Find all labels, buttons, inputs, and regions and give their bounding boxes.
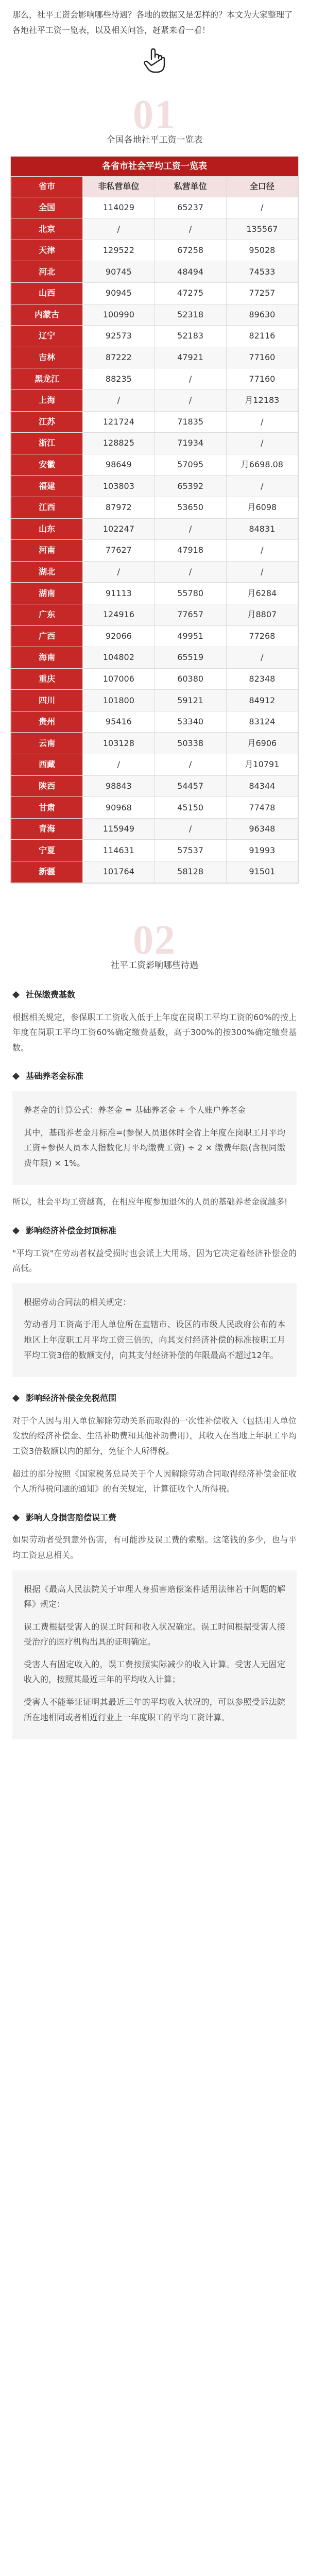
heading-injury [12, 1510, 297, 1526]
value-cell: 74533 [226, 261, 298, 283]
column-header: 全口径 [226, 176, 298, 197]
table-row [11, 218, 298, 240]
diamond-icon [12, 1395, 20, 1402]
value-cell: 59121 [154, 690, 226, 711]
province-cell: 广西 [11, 625, 83, 647]
province-cell: 辽宁 [11, 326, 83, 347]
quote-text: 养老金的计算公式：养老金 = 基础养老金 + 个人账户养老金 [24, 1105, 246, 1115]
value-cell: 50338 [154, 733, 226, 754]
value-cell: 65519 [154, 647, 226, 669]
value-cell: 121724 [83, 411, 154, 433]
table-row [11, 326, 298, 347]
table-title: 各省市社会平均工资一览表 [11, 157, 298, 176]
table-row [11, 840, 298, 861]
column-header: 省市 [11, 176, 83, 197]
value-cell: 124916 [83, 604, 154, 625]
table-row [11, 604, 298, 625]
salary-table [10, 156, 299, 884]
paragraph: 如果劳动者受到意外伤害，有可能涉及误工费的索赔。这笔钱的多少，也与平均工资息息相关。 [12, 1535, 297, 1560]
value-cell: 98843 [83, 775, 154, 797]
diamond-icon [12, 1227, 20, 1234]
salary-data-table [11, 176, 298, 883]
province-cell: 湖南 [11, 583, 83, 604]
table-row [11, 454, 298, 476]
value-cell: 71934 [154, 433, 226, 454]
pointing-hand-icon [143, 48, 166, 74]
province-cell: 浙江 [11, 433, 83, 454]
section-title: 全国各地社平工资一览表 [106, 135, 203, 146]
table-row [11, 561, 298, 583]
heading-text: 影响经济补偿金封顶标准 [26, 1226, 117, 1235]
province-cell: 云南 [11, 733, 83, 754]
province-cell: 福建 [11, 476, 83, 497]
quote-block [12, 1283, 297, 1377]
table-row [11, 476, 298, 497]
value-cell: 90968 [83, 797, 154, 819]
value-cell: 84912 [226, 690, 298, 711]
quote-text: 根据《最高人民法院关于审理人身损害赔偿案件适用法律若干问题的解释》规定： [24, 1584, 285, 1609]
value-cell: 77627 [83, 540, 154, 562]
table-row [11, 861, 298, 883]
value-cell: 47275 [154, 283, 226, 304]
paragraph: 超过的部分按照《国家税务总局关于个人因解除劳动合同取得经济补偿金征收个人所得税问题的通知》的有关规定，计算征收个人所得税。 [12, 1468, 297, 1494]
province-cell: 陕西 [11, 775, 83, 797]
table-row [11, 583, 298, 604]
value-cell: 82116 [226, 326, 298, 347]
heading-text: 基础养老金标准 [26, 1071, 84, 1081]
value-cell: 84831 [226, 518, 298, 540]
value-cell: 96348 [226, 818, 298, 840]
province-cell: 四川 [11, 690, 83, 711]
column-header: 非私营单位 [83, 176, 154, 197]
value-cell: / [83, 754, 154, 776]
value-cell: 65237 [154, 197, 226, 218]
province-cell: 海南 [11, 647, 83, 669]
table-row [11, 540, 298, 562]
province-cell: 西藏 [11, 754, 83, 776]
value-cell: 82348 [226, 668, 298, 690]
province-cell: 天津 [11, 240, 83, 261]
value-cell: 53340 [154, 711, 226, 733]
table-row [11, 304, 298, 326]
value-cell: 98649 [83, 454, 154, 476]
value-cell: 101800 [83, 690, 154, 711]
value-cell: / [226, 476, 298, 497]
quote-text: 受害人不能举证证明其最近三年的平均收入状况的，可以参照受诉法院所在地相同或者相近行业上一年度职工的平均工资计算。 [24, 1697, 285, 1722]
value-cell: / [226, 540, 298, 562]
table-row [11, 625, 298, 647]
value-cell: 89630 [226, 304, 298, 326]
value-cell: / [154, 754, 226, 776]
table-row [11, 283, 298, 304]
quote-block [12, 1091, 297, 1185]
value-cell: 52183 [154, 326, 226, 347]
province-cell: 安徽 [11, 454, 83, 476]
value-cell: 52318 [154, 304, 226, 326]
value-cell: 91501 [226, 861, 298, 883]
value-cell: 57537 [154, 840, 226, 861]
value-cell: 77657 [154, 604, 226, 625]
value-cell: / [226, 561, 298, 583]
value-cell: 77478 [226, 797, 298, 819]
value-cell: 135567 [226, 218, 298, 240]
province-cell: 新疆 [11, 861, 83, 883]
value-cell: 45150 [154, 797, 226, 819]
value-cell: 57095 [154, 454, 226, 476]
value-cell: 95028 [226, 240, 298, 261]
value-cell: 88235 [83, 368, 154, 390]
value-cell: 100990 [83, 304, 154, 326]
value-cell: 55780 [154, 583, 226, 604]
value-cell: 月8807 [226, 604, 298, 625]
value-cell: 91113 [83, 583, 154, 604]
province-cell: 湖北 [11, 561, 83, 583]
value-cell: 47918 [154, 540, 226, 562]
value-cell: 58128 [154, 861, 226, 883]
table-header-row [11, 176, 298, 197]
heading-pension [12, 1069, 297, 1084]
table-row [11, 197, 298, 218]
diamond-icon [12, 991, 20, 998]
table-row [11, 240, 298, 261]
table-row [11, 518, 298, 540]
value-cell: 月6284 [226, 583, 298, 604]
diamond-icon [12, 1514, 20, 1521]
value-cell: / [154, 368, 226, 390]
quote-text: 误工费根据受害人的误工时间和收入状况确定。误工时间根据受害人接受治疗的医疗机构出具的证明确定。 [24, 1621, 285, 1647]
section-number: 02 [133, 917, 176, 963]
province-cell: 甘肃 [11, 797, 83, 819]
province-cell: 青海 [11, 818, 83, 840]
heading-text: 社保缴费基数 [26, 990, 76, 1000]
province-cell: 江西 [11, 497, 83, 518]
value-cell: 月12183 [226, 389, 298, 411]
province-cell: 黑龙江 [11, 368, 83, 390]
heading-tax-exemption [12, 1391, 297, 1406]
value-cell: / [226, 411, 298, 433]
paragraph: "平均工资"在劳动者权益受损时也会派上大用场，因为它决定着经济补偿金的高低。 [12, 1248, 297, 1274]
table-body [11, 197, 298, 883]
value-cell: / [226, 647, 298, 669]
table-row [11, 497, 298, 518]
section-2 [0, 917, 309, 1740]
value-cell: 77257 [226, 283, 298, 304]
value-cell: 95416 [83, 711, 154, 733]
value-cell: 104802 [83, 647, 154, 669]
heading-compensation [12, 1223, 297, 1239]
value-cell: 102247 [83, 518, 154, 540]
province-cell: 北京 [11, 218, 83, 240]
pointer [0, 48, 309, 74]
value-cell: 87222 [83, 347, 154, 368]
value-cell: 84344 [226, 775, 298, 797]
value-cell: 115949 [83, 818, 154, 840]
value-cell: 114029 [83, 197, 154, 218]
paragraph: 根据相关规定，参保职工工资收入低于上年度在岗职工平均工资的60%的按上年度在岗职工平均工资60%确定缴费基数，高于300%的按300%确定缴费基数。 [12, 1012, 297, 1053]
value-cell: 53650 [154, 497, 226, 518]
quote-text: 根据劳动合同法的相关规定： [24, 1297, 131, 1307]
value-cell: 92573 [83, 326, 154, 347]
section-number: 01 [133, 92, 176, 138]
value-cell: 77268 [226, 625, 298, 647]
paragraph: 对于个人因与用人单位解除劳动关系而取得的一次性补偿收入（包括用人单位发放的经济补偿金、生活补助费和其他补助费用），其收入在当地上年职工平均工资3倍数额以内的部分，免征个人所得税。 [12, 1415, 297, 1456]
table-row [11, 433, 298, 454]
value-cell: 91993 [226, 840, 298, 861]
province-cell: 内蒙古 [11, 304, 83, 326]
section-2-header [0, 917, 309, 974]
table-row [11, 389, 298, 411]
value-cell: 67258 [154, 240, 226, 261]
province-cell: 江苏 [11, 411, 83, 433]
value-cell: 87972 [83, 497, 154, 518]
province-cell: 贵州 [11, 711, 83, 733]
quote-text: 受害人有固定收入的，误工费按照实际减少的收入计算。受害人无固定收入的，按照其最近三年的平均收入计算； [24, 1659, 285, 1685]
value-cell: / [154, 818, 226, 840]
value-cell: / [154, 389, 226, 411]
value-cell: 65392 [154, 476, 226, 497]
value-cell: / [154, 561, 226, 583]
province-cell: 宁夏 [11, 840, 83, 861]
paragraph: 所以，社会平均工资越高，在相应年度参加退休的人员的基础养老金就越多! [12, 1197, 288, 1207]
value-cell: / [83, 389, 154, 411]
table-row [11, 797, 298, 819]
value-cell: 77160 [226, 347, 298, 368]
quote-text: 其中，基础养老金月标准=(参保人员退休时全省上年度在岗职工月平均工资+参保人员本人指数化月平均缴费工资) ÷ 2 × 缴费年限(含视同缴费年限) × 1%。 [24, 1127, 285, 1168]
value-cell: / [83, 218, 154, 240]
province-cell: 山西 [11, 283, 83, 304]
value-cell: 128825 [83, 433, 154, 454]
section-title: 社平工资影响哪些待遇 [111, 960, 198, 971]
value-cell: / [226, 433, 298, 454]
intro [0, 0, 309, 38]
value-cell: 77160 [226, 368, 298, 390]
value-cell: 129522 [83, 240, 154, 261]
table-row [11, 818, 298, 840]
value-cell: 71835 [154, 411, 226, 433]
table-row [11, 647, 298, 669]
value-cell: 月6098 [226, 497, 298, 518]
value-cell: 90945 [83, 283, 154, 304]
value-cell: 60380 [154, 668, 226, 690]
value-cell: 103128 [83, 733, 154, 754]
value-cell: 47921 [154, 347, 226, 368]
table-row [11, 690, 298, 711]
heading-text: 影响人身损害赔偿误工费 [26, 1512, 117, 1522]
province-cell: 广东 [11, 604, 83, 625]
province-cell: 河北 [11, 261, 83, 283]
table-row [11, 775, 298, 797]
value-cell: 48494 [154, 261, 226, 283]
table-row [11, 711, 298, 733]
table-row [11, 347, 298, 368]
value-cell: / [83, 561, 154, 583]
value-cell: 103803 [83, 476, 154, 497]
value-cell: 月6698.08 [226, 454, 298, 476]
value-cell: 月10791 [226, 754, 298, 776]
heading-text: 影响经济补偿金免税范围 [26, 1393, 117, 1403]
value-cell: 90745 [83, 261, 154, 283]
heading-social-security [12, 987, 297, 1003]
value-cell: / [154, 218, 226, 240]
value-cell: 83124 [226, 711, 298, 733]
table-row [11, 668, 298, 690]
value-cell: 107006 [83, 668, 154, 690]
value-cell: 54457 [154, 775, 226, 797]
table-row [11, 261, 298, 283]
value-cell: 114631 [83, 840, 154, 861]
value-cell: 月6906 [226, 733, 298, 754]
table-row [11, 368, 298, 390]
quote-text: 劳动者月工资高于用人单位所在直辖市、设区的市级人民政府公布的本地区上年度职工月平均工资三倍的，向其支付经济补偿的标准按职工月平均工资3倍的数额支付，向其支付经济补偿的年限最高不超过12年。 [24, 1319, 285, 1360]
table-row [11, 733, 298, 754]
value-cell: / [154, 518, 226, 540]
table-row [11, 411, 298, 433]
column-header: 私营单位 [154, 176, 226, 197]
intro-text: 那么，社平工资会影响哪些待遇？各地的数据又是怎样的？本文为大家整理了各地社平工资一览表，以及相关问答，赶紧来看一看！ [12, 10, 293, 35]
quote-block [12, 1570, 297, 1740]
diamond-icon [12, 1073, 20, 1080]
province-cell: 全国 [11, 197, 83, 218]
value-cell: / [226, 197, 298, 218]
province-cell: 重庆 [11, 668, 83, 690]
province-cell: 山东 [11, 518, 83, 540]
value-cell: 92066 [83, 625, 154, 647]
value-cell: 49951 [154, 625, 226, 647]
province-cell: 吉林 [11, 347, 83, 368]
value-cell: 101764 [83, 861, 154, 883]
province-cell: 上海 [11, 389, 83, 411]
section-1-header [0, 94, 309, 148]
table-row [11, 754, 298, 776]
province-cell: 河南 [11, 540, 83, 562]
